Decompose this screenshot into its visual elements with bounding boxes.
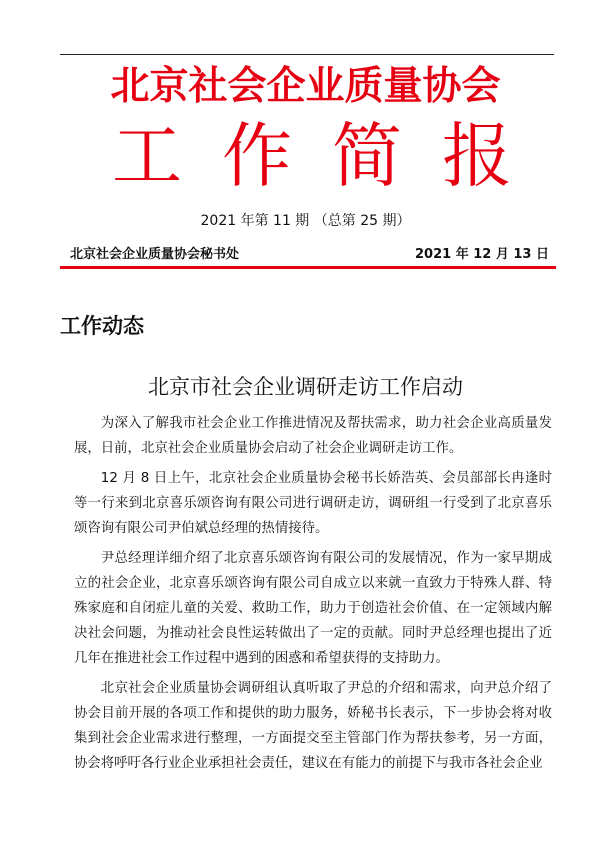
masthead-title-char: 作 [222, 115, 292, 197]
issue-info: 2021 年第 11 期 （总第 25 期） [200, 213, 411, 229]
top-rule [60, 54, 554, 55]
masthead-title-char: 报 [442, 115, 512, 197]
section-heading: 工作动态 [60, 314, 144, 338]
article-paragraph: 12 月 8 日上午，北京社会企业质量协会秘书长娇浩英、会员部部长冉逢时等一行来到北京喜乐颂咨询有限公司进行调研走访，调研组一行受到了北京喜乐颂咨询有限公司尹伯斌总经理的热情接待。 [74, 471, 552, 536]
issuer: 北京社会企业质量协会秘书处 [70, 247, 240, 262]
masthead-title-char: 工 [112, 115, 182, 197]
masthead-org-name: 北京社会企业质量协会 [110, 63, 501, 109]
issue-date: 2021 年 12 月 13 日 [415, 247, 549, 262]
article-title: 北京市社会企业调研走访工作启动 [148, 375, 463, 399]
article-body [74, 411, 552, 781]
masthead-title-char: 简 [332, 115, 402, 197]
masthead-title [112, 115, 512, 197]
article-paragraph: 北京社会企业质量协会调研组认真听取了尹总的介绍和需求，向尹总介绍了协会目前开展的各项工作和提供的助力服务，娇秘书长表示，下一步协会将对收集到社会企业需求进行整理，一方面提交至主管部门作为帮扶参考，另一方面，协会将呼吁各行业企业承担社会责任，建议在有能力的前提下与我市各社会企业 [74, 681, 552, 771]
article-paragraph: 尹总经理详细介绍了北京喜乐颂咨询有限公司的发展情况，作为一家早期成立的社会企业，北京喜乐颂咨询有限公司自成立以来就一直致力于特殊人群、特殊家庭和自闭症儿童的关爱、救助工作，助力于创造社会价值、在一定领域内解决社会问题，为推动社会良性运转做出了一定的贡献。同时尹总经理也提出了近几年在推进社会工作过程中遇到的困惑和希望获得的支持助力。 [74, 551, 552, 666]
red-divider [60, 266, 556, 269]
article-paragraph: 为深入了解我市社会企业工作推进情况及帮扶需求，助力社会企业高质量发展，日前，北京社会企业质量协会启动了社会企业调研走访工作。 [74, 416, 552, 456]
